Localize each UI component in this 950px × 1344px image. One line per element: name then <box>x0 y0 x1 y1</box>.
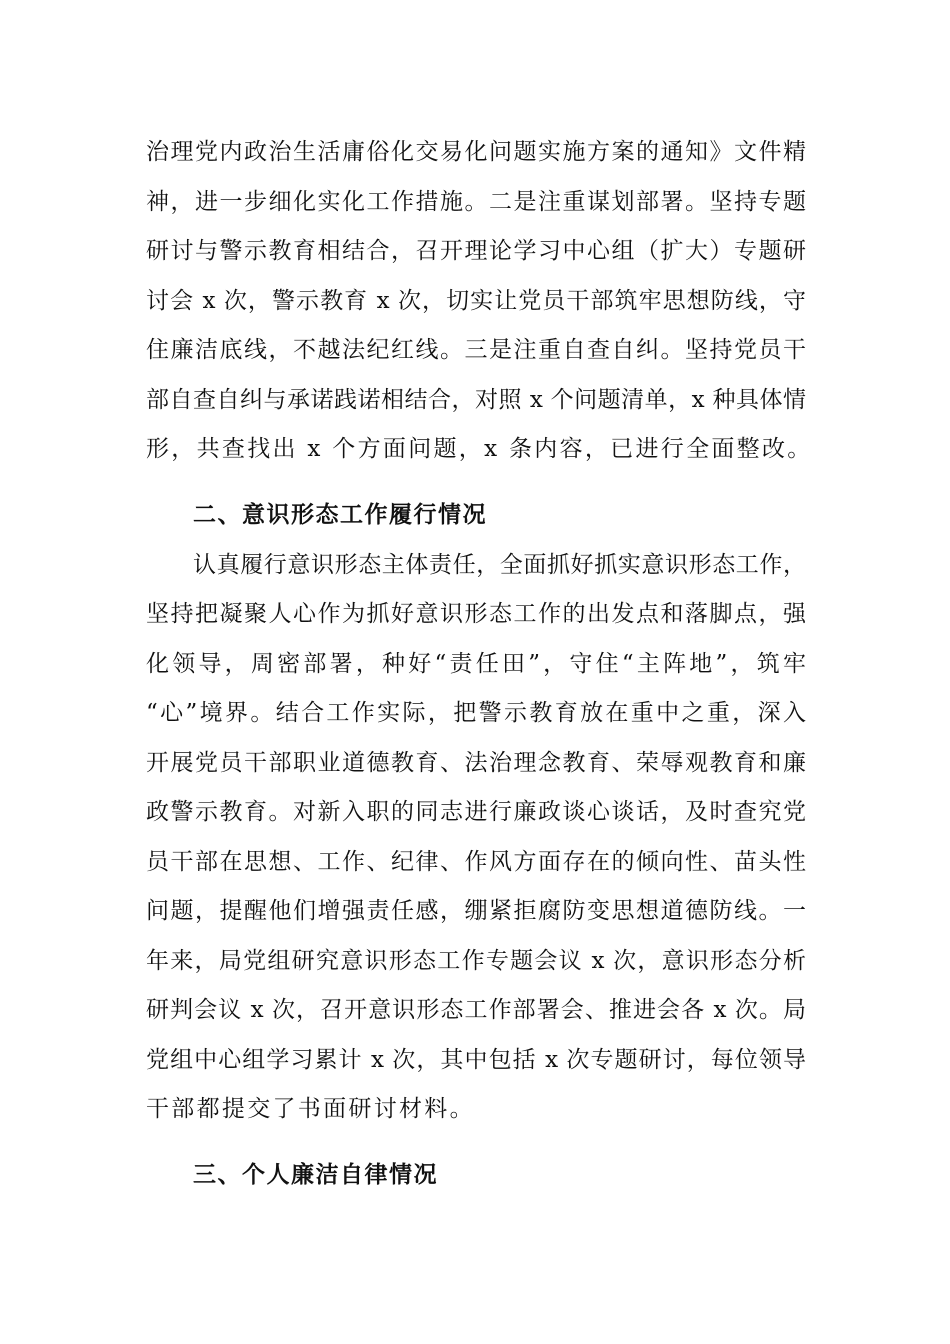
section2-line-10: 研判会议 x 次，召开意识形态工作部署会、推进会各 x 次。局 <box>146 997 806 1023</box>
paragraph1-line-6: 部自查自纠与承诺践诺相结合，对照 x 个问题清单，x 种具体情 <box>146 387 806 413</box>
section2-line-6: 政警示教育。对新入职的同志进行廉政谈心谈话，及时查究党 <box>146 799 806 825</box>
paragraph1-line-4: 讨会 x 次，警示教育 x 次，切实让党员干部筑牢思想防线，守 <box>146 288 806 314</box>
paragraph1-line-2: 神，进一步细化实化工作措施。二是注重谋划部署。坚持专题 <box>146 189 806 215</box>
section2-line-7: 员干部在思想、工作、纪律、作风方面存在的倾向性、苗头性 <box>146 849 806 875</box>
paragraph1-line-3: 研讨与警示教育相结合，召开理论学习中心组（扩大）专题研 <box>146 238 806 264</box>
section2-line-3: 化领导，周密部署，种好“责任田”，守住“主阵地”，筑牢 <box>146 651 806 677</box>
section2-line-4: “心”境界。结合工作实际，把警示教育放在重中之重，深入 <box>146 700 806 726</box>
paragraph1-line-7: 形，共查找出 x 个方面问题，x 条内容，已进行全面整改。 <box>146 436 813 462</box>
section2-heading: 二、意识形态工作履行情况 <box>193 501 487 528</box>
paragraph1-line-5: 住廉洁底线，不越法纪红线。三是注重自查自纠。坚持党员干 <box>146 337 806 363</box>
section2-line-11: 党组中心组学习累计 x 次，其中包括 x 次专题研讨，每位领导 <box>146 1047 806 1073</box>
section3-heading: 三、个人廉洁自律情况 <box>193 1161 438 1188</box>
paragraph1-line-1: 治理党内政治生活庸俗化交易化问题实施方案的通知》文件精 <box>146 139 806 165</box>
section2-line-12: 干部都提交了书面研讨材料。 <box>146 1096 475 1122</box>
section2-line-9: 年来，局党组研究意识形态工作专题会议 x 次，意识形态分析 <box>146 948 806 974</box>
section2-line-2: 坚持把凝聚人心作为抓好意识形态工作的出发点和落脚点，强 <box>146 601 806 627</box>
section2-line-8: 问题，提醒他们增强责任感，绷紧拒腐防变思想道德防线。一 <box>146 898 806 924</box>
section2-line-1: 认真履行意识形态主体责任，全面抓好抓实意识形态工作， <box>193 552 806 578</box>
section2-line-5: 开展党员干部职业道德教育、法治理念教育、荣辱观教育和廉 <box>146 750 806 776</box>
